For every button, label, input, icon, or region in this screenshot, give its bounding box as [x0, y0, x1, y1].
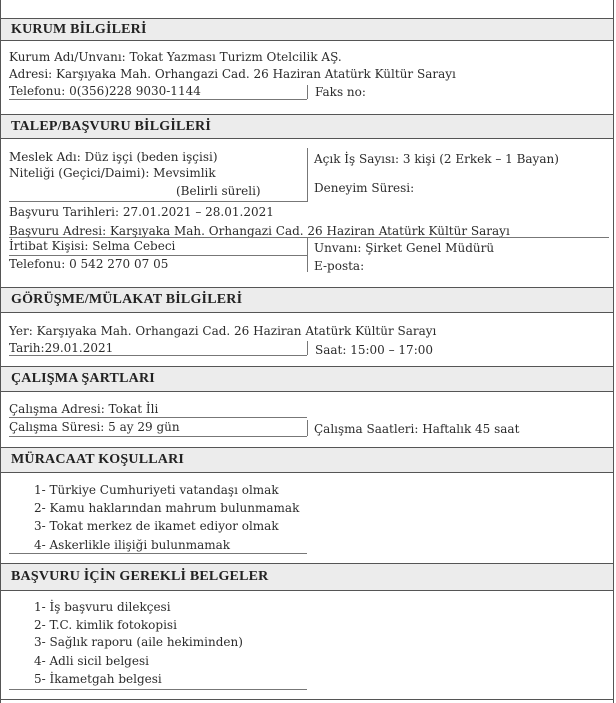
- calisma-duration: Çalışma Süresi: 5 ay 29 gün: [9, 420, 180, 434]
- talep-contact: İrtibat Kişisi: Selma Cebeci: [9, 239, 176, 253]
- list-item: 4- Adli sicil belgesi: [34, 654, 149, 668]
- talep-profession: Meslek Adı: Düz işçi (beden işçisi): [9, 150, 218, 164]
- section-header-calisma: ÇALIŞMA ŞARTLARI: [1, 366, 613, 392]
- column-divider: [307, 238, 308, 272]
- list-item: 1- İş başvuru dilekçesi: [34, 600, 171, 614]
- kurum-fax: Faks no:: [315, 85, 366, 99]
- column-divider: [307, 420, 308, 436]
- gorusme-place: Yer: Karşıyaka Mah. Orhangazi Cad. 26 Haziran Atatürk Kültür Sarayı: [9, 324, 437, 338]
- underline: [9, 237, 609, 238]
- talep-email: E-posta:: [314, 259, 365, 273]
- kurum-name: Kurum Adı/Unvanı: Tokat Yazması Turizm Otelcilik AŞ.: [9, 50, 342, 64]
- list-item: 1- Türkiye Cumhuriyeti vatandaşı olmak: [34, 483, 279, 497]
- kurum-phone: Telefonu: 0(356)228 9030-1144: [9, 84, 201, 98]
- talep-phone: Telefonu: 0 542 270 07 05: [9, 257, 169, 271]
- list-item: 3- Sağlık raporu (aile hekiminden): [34, 635, 243, 649]
- column-divider: [307, 148, 308, 202]
- underline: [9, 417, 307, 418]
- calisma-hours: Çalışma Saatleri: Haftalık 45 saat: [314, 422, 520, 436]
- underline: [9, 436, 307, 437]
- column-divider: [307, 341, 308, 355]
- section-header-kurum: KURUM BİLGİLERİ: [1, 18, 613, 41]
- talep-dates: Başvuru Tarihleri: 27.01.2021 – 28.01.2021: [9, 205, 274, 219]
- list-item: 5- İkametgah belgesi: [34, 672, 162, 686]
- gorusme-time: Saat: 15:00 – 17:00: [315, 343, 434, 357]
- talep-nature-detail: (Belirli süreli): [176, 184, 261, 198]
- talep-openings: Açık İş Sayısı: 3 kişi (2 Erkek – 1 Bayan): [314, 152, 559, 166]
- underline: [9, 99, 307, 100]
- underline: [9, 689, 307, 690]
- underline: [9, 255, 307, 256]
- calisma-address: Çalışma Adresi: Tokat İli: [9, 402, 159, 416]
- list-item: 2- T.C. kimlik fotokopisi: [34, 618, 177, 632]
- talep-contact-title: Unvanı: Şirket Genel Müdürü: [314, 241, 495, 255]
- underline: [9, 355, 307, 356]
- underline: [9, 201, 307, 202]
- gorusme-date: Tarih:29.01.2021: [9, 341, 114, 355]
- underline: [9, 553, 307, 554]
- section-header-gorusme: GÖRÜŞME/MÜLAKAT BİLGİLERİ: [1, 287, 613, 313]
- section-header-belgeler: BAŞVURU İÇİN GEREKLİ BELGELER: [1, 563, 613, 591]
- talep-experience: Deneyim Süresi:: [314, 181, 415, 195]
- talep-nature: Niteliği (Geçici/Daimi): Mevsimlik: [9, 166, 216, 180]
- column-divider: [307, 85, 308, 99]
- kurum-address: Adresi: Karşıyaka Mah. Orhangazi Cad. 26 Haziran Atatürk Kültür Sarayı: [9, 67, 456, 81]
- section-divider: [1, 699, 613, 700]
- list-item: 3- Tokat merkez de ikamet ediyor olmak: [34, 519, 279, 533]
- section-header-muracaat: MÜRACAAT KOŞULLARI: [1, 447, 613, 473]
- list-item: 4- Askerlikle ilişiği bulunmamak: [34, 538, 231, 552]
- list-item: 2- Kamu haklarından mahrum bulunmamak: [34, 501, 300, 515]
- section-header-talep: TALEP/BAŞVURU BİLGİLERİ: [1, 114, 613, 139]
- talep-address: Başvuru Adresi: Karşıyaka Mah. Orhangazi Cad. 26 Haziran Atatürk Kültür Sarayı: [9, 224, 510, 238]
